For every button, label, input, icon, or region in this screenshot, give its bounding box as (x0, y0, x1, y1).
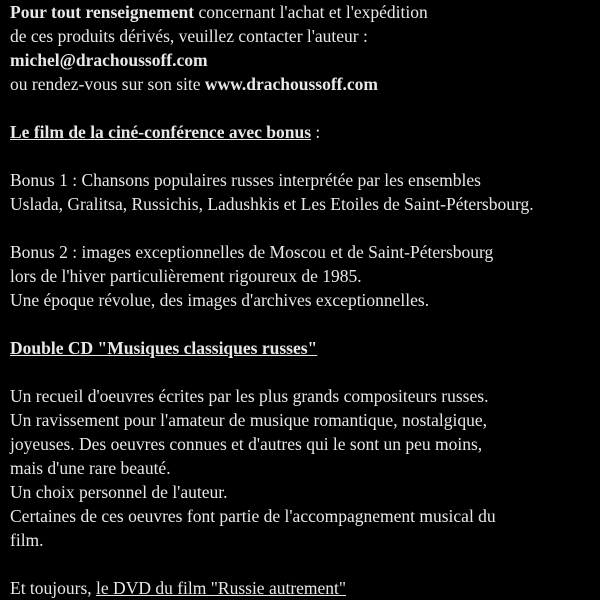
author-website[interactable]: www.drachoussoff.com (204, 74, 378, 94)
bonus2-line-2: lors de l'hiver particulièrement rigoureux de 1985. (10, 266, 362, 286)
cd-description-line: joyeuses. Des oeuvres connues et d'autres qui le sont un peu moins, (10, 434, 483, 454)
page-content (10, 0, 600, 600)
dvd-link[interactable]: le DVD du film "Russie autrement" (96, 578, 347, 598)
contact-website-line (10, 72, 600, 96)
contact-line-1 (10, 0, 600, 24)
spacer (10, 552, 600, 576)
cd-description-line: Certaines de ces oeuvres font partie de l'accompagnement musical du (10, 506, 496, 526)
contact-intro-bold: Pour tout renseignement (10, 2, 195, 22)
spacer (10, 216, 600, 240)
spacer (10, 312, 600, 336)
bonus2-line-1: Bonus 2 : images exceptionnelles de Moscou et de Saint-Pétersbourg (10, 242, 494, 262)
contact-email-line (10, 48, 600, 72)
cd-description-line: Un ravissement pour l'amateur de musique romantique, nostalgique, (10, 410, 487, 430)
contact-intro-rest: concernant l'achat et l'expédition (194, 2, 428, 22)
bonus1-line-2: Uslada, Gralitsa, Russichis, Ladushkis et Les Etoiles de Saint-Pétersbourg. (10, 194, 534, 214)
film-heading-suffix: : (311, 122, 321, 142)
cd-description-line: mais d'une rare beauté. (10, 458, 171, 478)
spacer (10, 144, 600, 168)
author-email[interactable]: michel@drachoussoff.com (10, 50, 208, 70)
bonus2-line-3: Une époque révolue, des images d'archives exceptionnelles. (10, 290, 430, 310)
cd-heading-line (10, 336, 600, 360)
spacer (10, 96, 600, 120)
spacer (10, 360, 600, 384)
dvd-prefix: Et toujours, (10, 578, 97, 598)
dvd-line (10, 576, 600, 600)
bonus1-line-1: Bonus 1 : Chansons populaires russes interprétée par les ensembles (10, 170, 481, 190)
cd-description-line: Un recueil d'oeuvres écrites par les plus grands compositeurs russes. (10, 386, 489, 406)
film-heading-line (10, 120, 600, 144)
contact-line-2: de ces produits dérivés, veuillez contacter l'auteur : (10, 26, 368, 46)
website-prefix: ou rendez-vous sur son site (10, 74, 205, 94)
cd-description-line: film. (10, 530, 44, 550)
cd-description-line: Un choix personnel de l'auteur. (10, 482, 228, 502)
film-section-heading-link[interactable]: Le film de la ciné-conférence avec bonus (10, 122, 312, 142)
cd-section-heading-link[interactable]: Double CD "Musiques classiques russes" (10, 338, 318, 358)
